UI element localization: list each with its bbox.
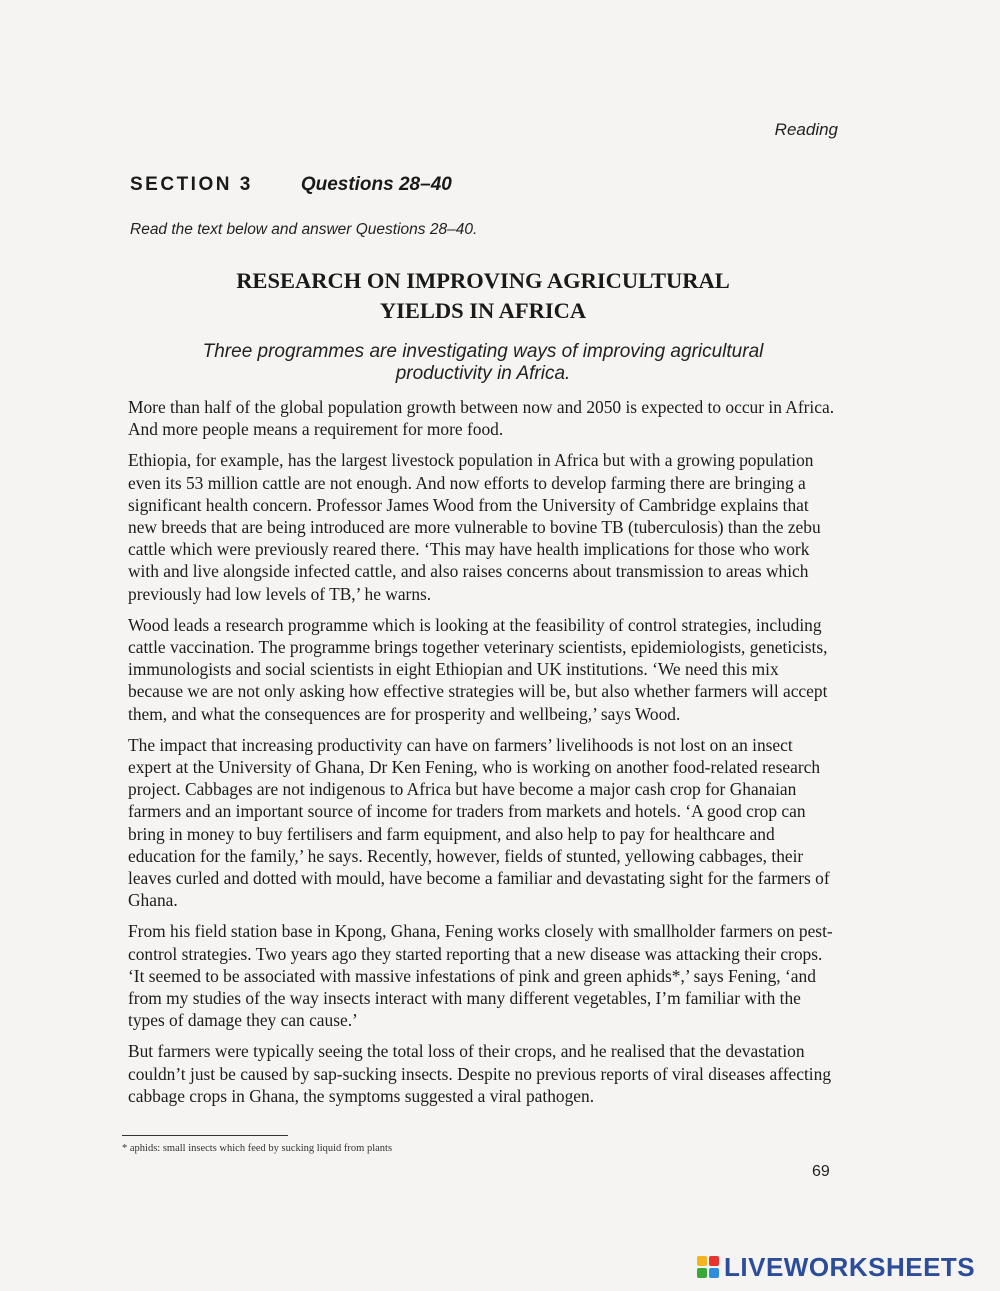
subtitle-line-2: productivity in Africa. — [395, 363, 571, 384]
subtitle-line-1: Three programmes are investigating ways of improving agricultural — [202, 341, 764, 362]
title-line-1: RESEARCH ON IMPROVING AGRICULTURAL — [236, 268, 730, 293]
paragraph: Ethiopia, for example, has the largest livestock population in Africa but with a growing population even its 53 million cattle are not enough. And now efforts to develop farming there are bringing a significant health concern. Professor James Wood from the University of Cambridge explains that new breeds that are being introduced are more vulnerable to bovine TB (tuberculosis) than the zebu cattle which were previously reared there. ‘This may have health implications for those who work with and live alongside infected cattle, and also raises concerns about transmission to areas which previously had low levels of TB,’ he warns. — [128, 450, 821, 604]
footnote-divider — [122, 1135, 288, 1136]
paragraph: The impact that increasing productivity can have on farmers’ livelihoods is not lost on an insect expert at the University of Ghana, Dr Ken Fening, who is working on another food-related research project. Cabbages are not indigenous to Africa but have become a major cash crop for Ghanaian farmers and an important source of income for traders from markets and hotels. ‘A good crop can bring in money to buy fertilisers and farm equipment, and also help to pay for healthcare and education for the family,’ he says. Recently, however, fields of stunted, yellowing cabbages, their leaves curled and dotted with mould, have become a familiar and devastating sight for the farmers of Ghana. — [128, 734, 830, 911]
page-number: 69 — [812, 1163, 830, 1180]
paragraph: More than half of the global population growth between now and 2050 is expected to occur in Africa. And more people means a requirement for more food. — [128, 397, 835, 440]
instruction-text: Read the text below and answer Questions 28–40. — [130, 221, 478, 238]
logo-square-yellow — [697, 1256, 707, 1266]
liveworksheets-logo-icon — [697, 1256, 719, 1278]
running-head: Reading — [774, 120, 838, 139]
brand-name: LIVEWORKSHEETS — [724, 1252, 976, 1282]
section-heading — [130, 174, 452, 196]
paragraph: But farmers were typically seeing the total loss of their crops, and he realised that the devastation couldn’t just be caused by sap-sucking insects. Despite no previous reports of viral diseases affecting cabbage crops in Ghana, the symptoms suggested a viral pathogen. — [128, 1041, 832, 1106]
logo-square-red — [709, 1256, 719, 1266]
article-title — [130, 266, 836, 326]
footnote: * aphids: small insects which feed by sucking liquid from plants — [122, 1143, 393, 1154]
section-label: SECTION 3 — [130, 174, 253, 195]
article-subtitle — [150, 341, 816, 385]
logo-square-green — [697, 1268, 707, 1278]
paragraph: From his field station base in Kpong, Ghana, Fening works closely with smallholder farmers on pest-control strategies. Two years ago they started reporting that a new disease was attacking their crops. ‘It seemed to be associated with massive infestations of pink and green aphids*,’ says Fening, ‘and from my studies of the way insects interact with many different vegetables, I’m familiar with the types of damage they can cause.’ — [128, 921, 833, 1031]
paragraph: Wood leads a research programme which is looking at the feasibility of control strategies, including cattle vaccination. The programme brings together veterinary scientists, epidemiologists, geneticists, immunologists and social scientists in eight Ethiopian and UK institutions. ‘We need this mix because we are not only asking how effective strategies will be, but also whether farmers will accept them, and what the consequences are for prosperity and wellbeing,’ says Wood. — [128, 614, 828, 724]
logo-square-blue — [709, 1268, 719, 1278]
article-body — [128, 396, 838, 1116]
liveworksheets-brand[interactable] — [697, 1254, 975, 1280]
title-line-2: YIELDS IN AFRICA — [379, 298, 587, 323]
questions-range: Questions 28–40 — [300, 174, 452, 195]
